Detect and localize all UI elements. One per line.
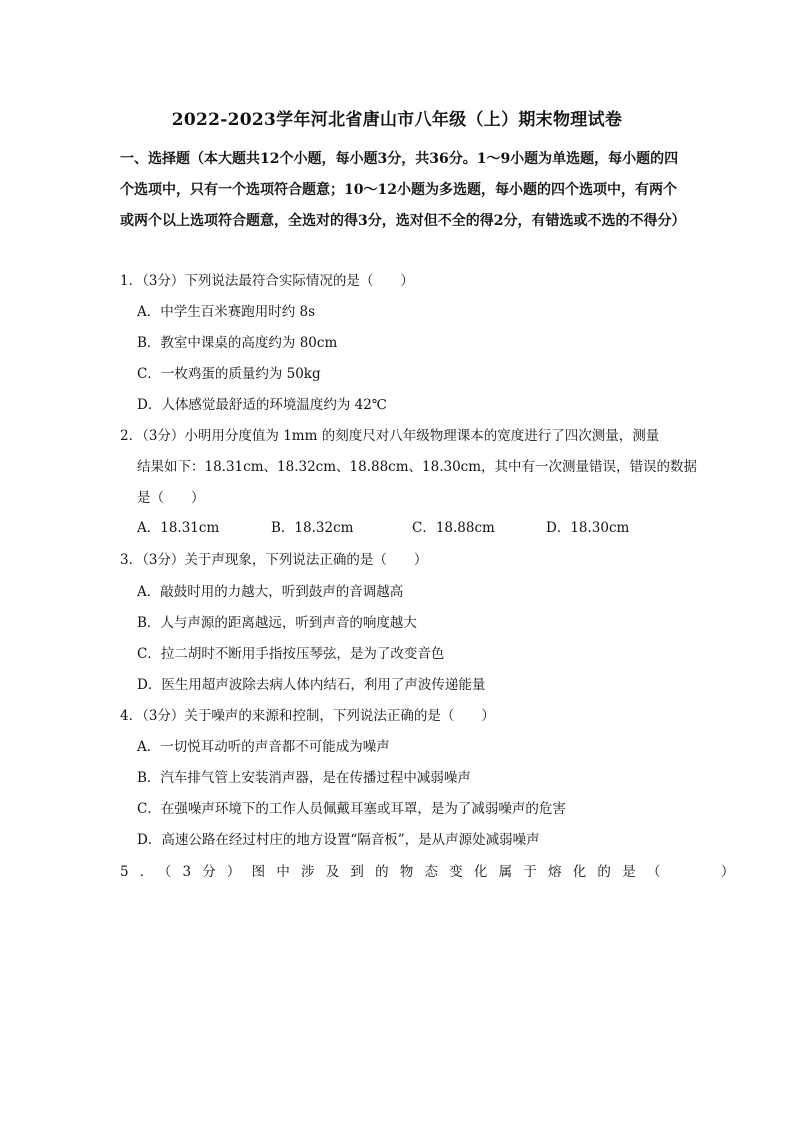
question-3-option-c: C．拉二胡时不断用手指按压琴弦，是为了改变音色 (137, 646, 445, 662)
section-heading: 一、选择题（本大题共12个小题，每小题3分，共36分。1～9小题为单选题，每小题的四个选项中，只有一个选项符合题意；10～12小题为多选题，每小题的四个选项中，有两个或两个以上选项符合题意，全选对的得3分，选对但不全的得2分，有错选或不选的不得分） (120, 151, 686, 229)
question-4-option-a: A．一切悦耳动听的声音都不可能成为噪声 (137, 739, 390, 755)
question-2-stem-line-3: 是（ ） (137, 490, 205, 506)
question-3-option-a: A．敲鼓时用的力越大，听到鼓声的音调越高 (137, 584, 404, 600)
question-3-option-d: D．医生用超声波除去病人体内结石，利用了声波传递能量 (137, 677, 486, 693)
question-1-option-b: B．教室中课桌的高度约为 80cm (137, 335, 338, 351)
question-2-stem-line-2: 结果如下：18.31cm、18.32cm、18.88cm、18.30cm，其中有一次测量错误，错误的数据 (137, 459, 698, 475)
question-2-option-a: A．18.31cm (137, 520, 220, 536)
question-4-option-c: C．在强噪声环境下的工作人员佩戴耳塞或耳罩，是为了减弱噪声的危害 (137, 801, 566, 817)
question-2-option-d: D．18.30cm (546, 520, 630, 536)
question-2-option-b: B．18.32cm (271, 520, 354, 536)
question-3-stem: 3．（3分）关于声现象，下列说法正确的是（ ） (120, 552, 428, 568)
question-1-stem: 1．（3分）下列说法最符合实际情况的是（ ） (120, 273, 414, 289)
question-4-option-d: D．高速公路在经过村庄的地方设置“隔音板”，是从声源处减弱噪声 (137, 832, 540, 848)
question-4-option-b: B．汽车排气管上安装消声器，是在传播过程中减弱噪声 (137, 770, 471, 786)
question-1-option-d: D．人体感觉最舒适的环境温度约为 42℃ (137, 397, 387, 413)
question-1-option-c: C．一枚鸡蛋的质量约为 50kg (137, 366, 321, 382)
question-3-option-b: B．人与声源的距离越远，听到声音的响度越大 (137, 615, 417, 631)
page-title: 2022-2023学年河北省唐山市八年级（上）期末物理试卷 (171, 110, 623, 130)
question-2-option-c: C．18.88cm (412, 520, 495, 536)
question-2-stem-line-1: 2．（3分）小明用分度值为 1mm 的刻度尺对八年级物理课本的宽度进行了四次测量，测量 (120, 428, 660, 444)
question-5-stem: 5．（3分）图中涉及到的物态变化属于熔化的是（ ） (120, 864, 746, 880)
question-1-option-a: A．中学生百米赛跑用时约 8s (137, 304, 316, 320)
question-4-stem: 4．（3分）关于噪声的来源和控制，下列说法正确的是（ ） (120, 708, 495, 724)
